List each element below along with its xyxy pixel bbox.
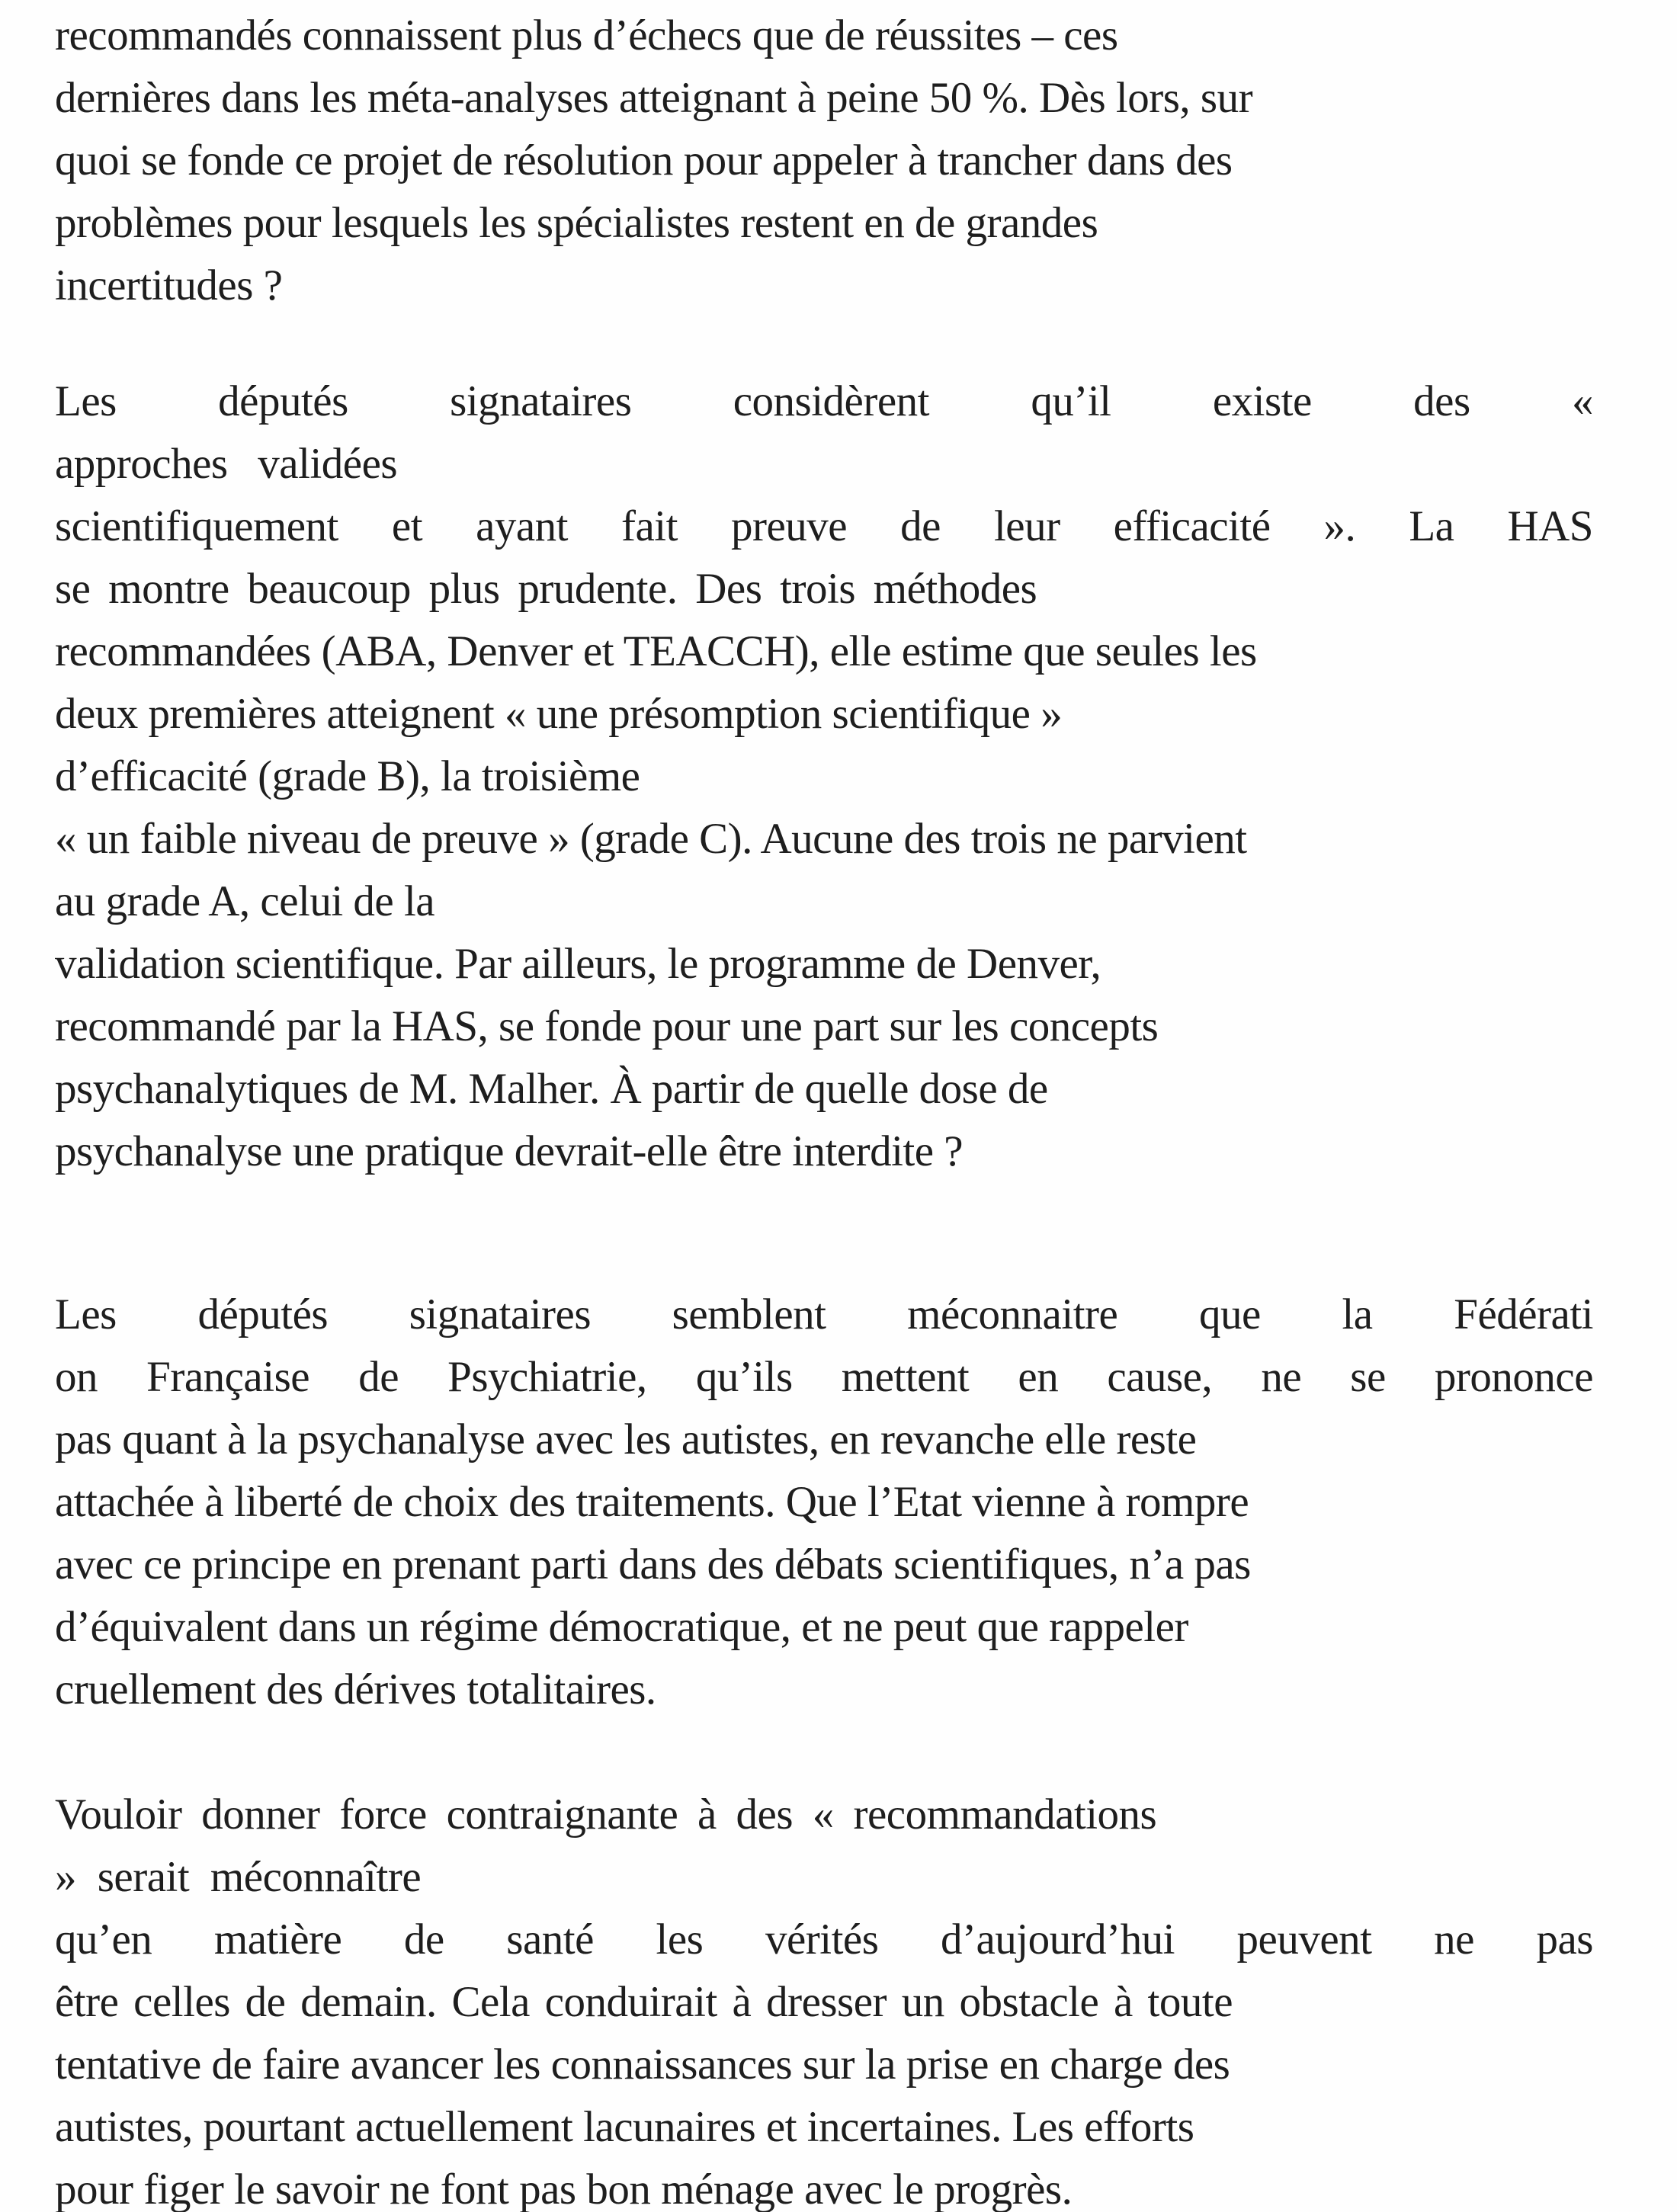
- text-line: validation scientifique. Par ailleurs, le programme de Denver,: [55, 940, 1101, 988]
- text-line: dernières dans les méta-analyses atteignant à peine 50 %. Dès lors, sur: [55, 74, 1253, 122]
- text-line: quoi se fonde ce projet de résolution pour appeler à trancher dans des: [55, 136, 1233, 184]
- text-line: scientifiquement et ayant fait preuve de leur efficacité ». La HAS: [55, 502, 1593, 550]
- text-line: recommandés connaissent plus d’échecs que de réussites – ces: [55, 11, 1118, 59]
- text-line: cruellement des dérives totalitaires.: [55, 1665, 656, 1713]
- text-line: attachée à liberté de choix des traitements. Que l’Etat vienne à rompre: [55, 1478, 1249, 1526]
- text-line: psychanalytiques de M. Malher. À partir de quelle dose de: [55, 1065, 1048, 1113]
- text-line: recommandées (ABA, Denver et TEACCH), elle estime que seules les: [55, 627, 1257, 675]
- text-line: deux premières atteignent « une présomption scientifique »: [55, 690, 1063, 738]
- text-line: recommandé par la HAS, se fonde pour une part sur les concepts: [55, 1002, 1159, 1050]
- text-line: Les députés signataires considèrent qu’il existe des «: [55, 377, 1593, 425]
- text-line: pour figer le savoir ne font pas bon ménage avec le progrès.: [55, 2166, 1073, 2212]
- text-line: problèmes pour lesquels les spécialistes restent en de grandes: [55, 199, 1098, 247]
- document-body: [55, 5, 1593, 2212]
- text-line: se montre beaucoup plus prudente. Des trois méthodes: [55, 565, 1037, 613]
- text-line: « un faible niveau de preuve » (grade C). Aucune des trois ne parvient: [55, 815, 1247, 863]
- text-line: autistes, pourtant actuellement lacunaires et incertaines. Les efforts: [55, 2103, 1194, 2151]
- text-line: Vouloir donner force contraignante à des « recommandations: [55, 1790, 1157, 1839]
- paragraph: [55, 370, 1593, 1183]
- text-line: qu’en matière de santé les vérités d’aujourd’hui peuvent ne pas: [55, 1915, 1593, 1964]
- text-line: » serait méconnaître: [55, 1853, 422, 1901]
- text-line: d’équivalent dans un régime démocratique, et ne peut que rappeler: [55, 1603, 1188, 1651]
- text-line: pas quant à la psychanalyse avec les autistes, en revanche elle reste: [55, 1415, 1197, 1463]
- text-line: d’efficacité (grade B), la troisième: [55, 752, 640, 800]
- text-line: incertitudes ?: [55, 261, 283, 309]
- text-line: tentative de faire avancer les connaissances sur la prise en charge des: [55, 2040, 1230, 2089]
- text-line: psychanalyse une pratique devrait-elle être interdite ?: [55, 1127, 964, 1175]
- text-line: être celles de demain. Cela conduirait à dresser un obstacle à toute: [55, 1978, 1233, 2026]
- text-line: approches validées: [55, 440, 398, 488]
- text-line: avec ce principe en prenant parti dans des débats scientifiques, n’a pas: [55, 1540, 1251, 1588]
- text-line: Les députés signataires semblent méconnaitre que la Fédérati: [55, 1290, 1593, 1338]
- paragraph: [55, 5, 1593, 317]
- text-line: au grade A, celui de la: [55, 877, 435, 925]
- paragraph: [55, 1284, 1593, 1721]
- paragraph: [55, 1784, 1593, 2212]
- text-line: on Française de Psychiatrie, qu’ils mettent en cause, ne se prononce: [55, 1353, 1593, 1401]
